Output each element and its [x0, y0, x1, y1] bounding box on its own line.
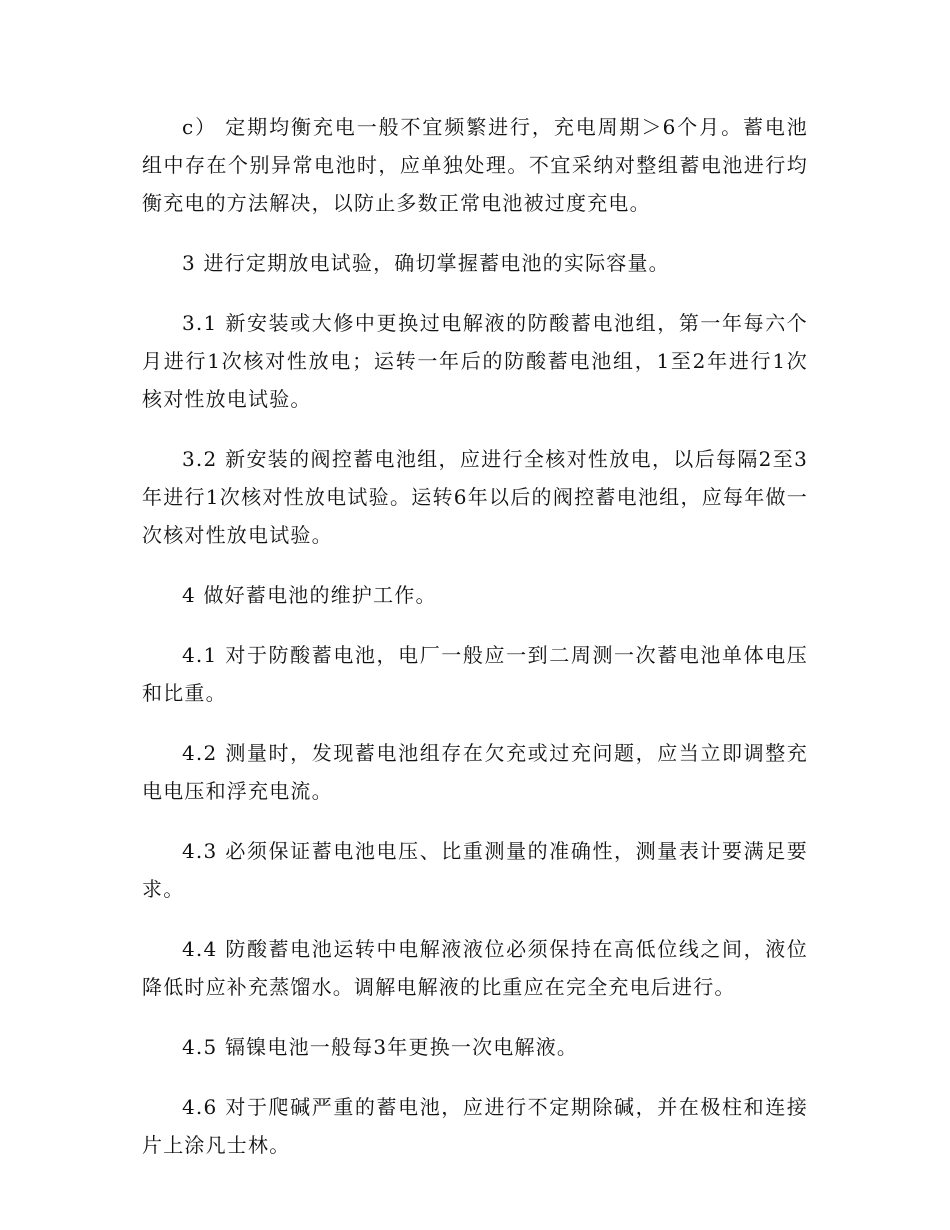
paragraph-4-4-electrolyte-level: 4.4 防酸蓄电池运转中电解液液位必须保持在高低位线之间，液位降低时应补充蒸馏水。调解电解液的比重应在完全充电后进行。	[142, 937, 808, 999]
paragraph-c-equalizing-charge: c） 定期均衡充电一般不宜频繁进行，充电周期＞6个月。蓄电池组中存在个别异常电池时，应单独处理。不宜采纳对整组蓄电池进行均衡充电的方法解决，以防止多数正常电池被过度充电。	[142, 115, 808, 215]
paragraph-3-2-valve-battery: 3.2 新安装的阀控蓄电池组，应进行全核对性放电，以后每隔2至3年进行1次核对性放电试验。运转6年以后的阀控蓄电池组，应每年做一次核对性放电试验。	[142, 447, 808, 547]
paragraph-3-1-acid-battery: 3.1 新安装或大修中更换过电解液的防酸蓄电池组，第一年每六个月进行1次核对性放电；运转一年后的防酸蓄电池组，1至2年进行1次核对性放电试验。	[142, 311, 808, 411]
paragraph-4-3-measurement-accuracy: 4.3 必须保证蓄电池电压、比重测量的准确性，测量表计要满足要求。	[142, 839, 808, 901]
paragraph-3-discharge-test: 3 进行定期放电试验，确切掌握蓄电池的实际容量。	[182, 251, 670, 275]
paragraph-4-1-measurement-interval: 4.1 对于防酸蓄电池，电厂一般应一到二周测一次蓄电池单体电压和比重。	[142, 643, 808, 705]
paragraph-4-2-charge-adjustment: 4.2 测量时，发现蓄电池组存在欠充或过充问题，应当立即调整充电电压和浮充电流。	[142, 741, 808, 803]
paragraph-4-5-nickel-cadmium: 4.5 镉镍电池一般每3年更换一次电解液。	[182, 1035, 579, 1059]
paragraph-4-6-alkali-removal: 4.6 对于爬碱严重的蓄电池，应进行不定期除碱，并在极柱和连接片上涂凡士林。	[142, 1095, 808, 1157]
paragraph-4-maintenance: 4 做好蓄电池的维护工作。	[182, 583, 437, 607]
